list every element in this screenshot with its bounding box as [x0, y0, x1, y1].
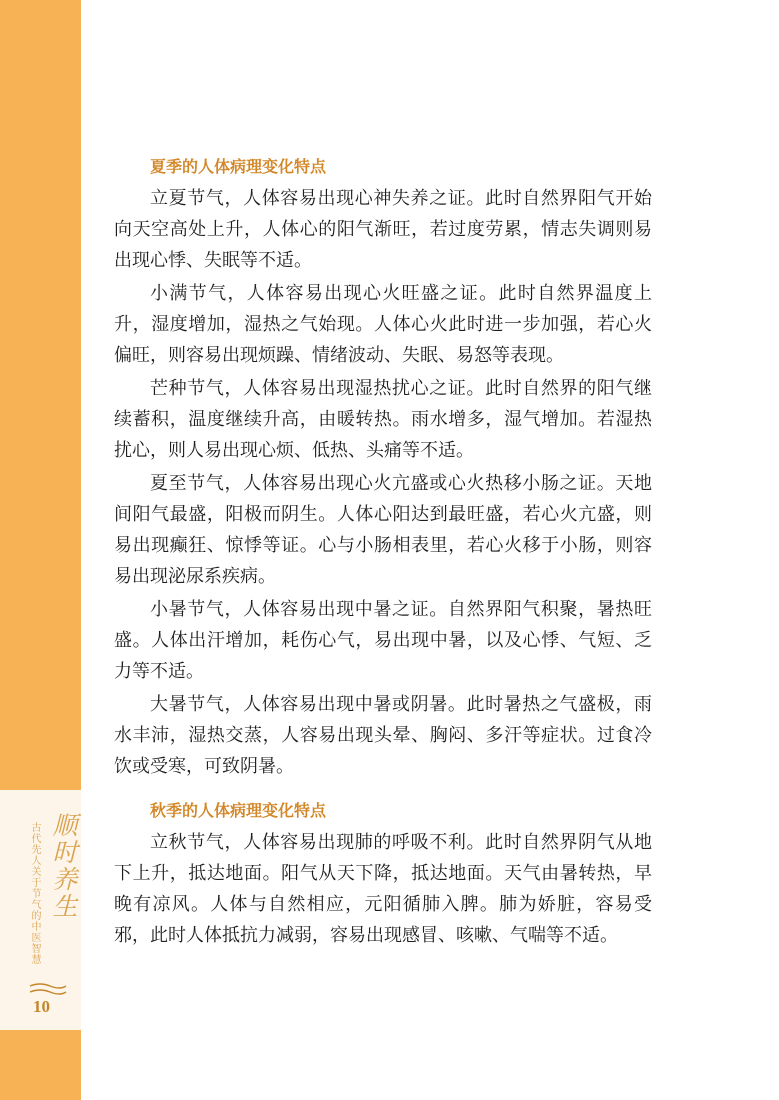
side-bar-top	[0, 0, 81, 790]
page-number: 10	[33, 997, 50, 1016]
paragraph: 立夏节气，人体容易出现心神失养之证。此时自然界阳气开始向天空高处上升，人体心的阳气渐旺，若过度劳累，情志失调则易出现心悸、失眠等不适。	[114, 188, 652, 271]
paragraph: 小暑节气，人体容易出现中暑之证。自然界阳气积聚，暑热旺盛。人体出汗增加，耗伤心气，易出现中暑，以及心悸、气短、乏力等不适。	[114, 599, 652, 682]
page-content	[114, 150, 652, 953]
side-calligraphy-title: 顺时养生	[49, 812, 78, 920]
wave-ornament-icon	[28, 982, 68, 996]
side-bar-bottom	[0, 1030, 81, 1100]
paragraph: 立秋节气，人体容易出现肺的呼吸不利。此时自然界阴气从地下上升，抵达地面。阳气从天下降，抵达地面。天气由暑转热，早晚有凉风。人体与自然相应，元阳循肺入脾。肺为娇脏，容易受邪，此时人体抵抗力减弱，容易出现感冒、咳嗽、气喘等不适。	[114, 832, 652, 946]
paragraph: 芒种节气，人体容易出现湿热扰心之证。此时自然界的阳气继续蓄积，温度继续升高，由暖转热。雨水增多，湿气增加。若湿热扰心，则人易出现心烦、低热、头痛等不适。	[114, 378, 652, 461]
section-title-summer: 夏季的人体病理变化特点	[150, 157, 327, 176]
section-title-autumn: 秋季的人体病理变化特点	[150, 801, 327, 820]
paragraph: 大暑节气，人体容易出现中暑或阴暑。此时暑热之气盛极，雨水丰沛，湿热交蒸，人容易出现头晕、胸闷、多汗等症状。过食冷饮或受寒，可致阴暑。	[114, 694, 652, 777]
paragraph: 小满节气，人体容易出现心火旺盛之证。此时自然界温度上升，湿度增加，湿热之气始现。人体心火此时进一步加强，若心火偏旺，则容易出现烦躁、情绪波动、失眠、易怒等表现。	[114, 283, 652, 366]
side-calligraphy-subtitle: 古代先人关于节气的中医智慧	[29, 822, 40, 965]
paragraph: 夏至节气，人体容易出现心火亢盛或心火热移小肠之证。天地间阳气最盛，阳极而阴生。人体心阳达到最旺盛，若心火亢盛，则易出现癫狂、惊悸等证。心与小肠相表里，若心火移于小肠，则容易出现泌尿系疾病。	[114, 473, 652, 587]
